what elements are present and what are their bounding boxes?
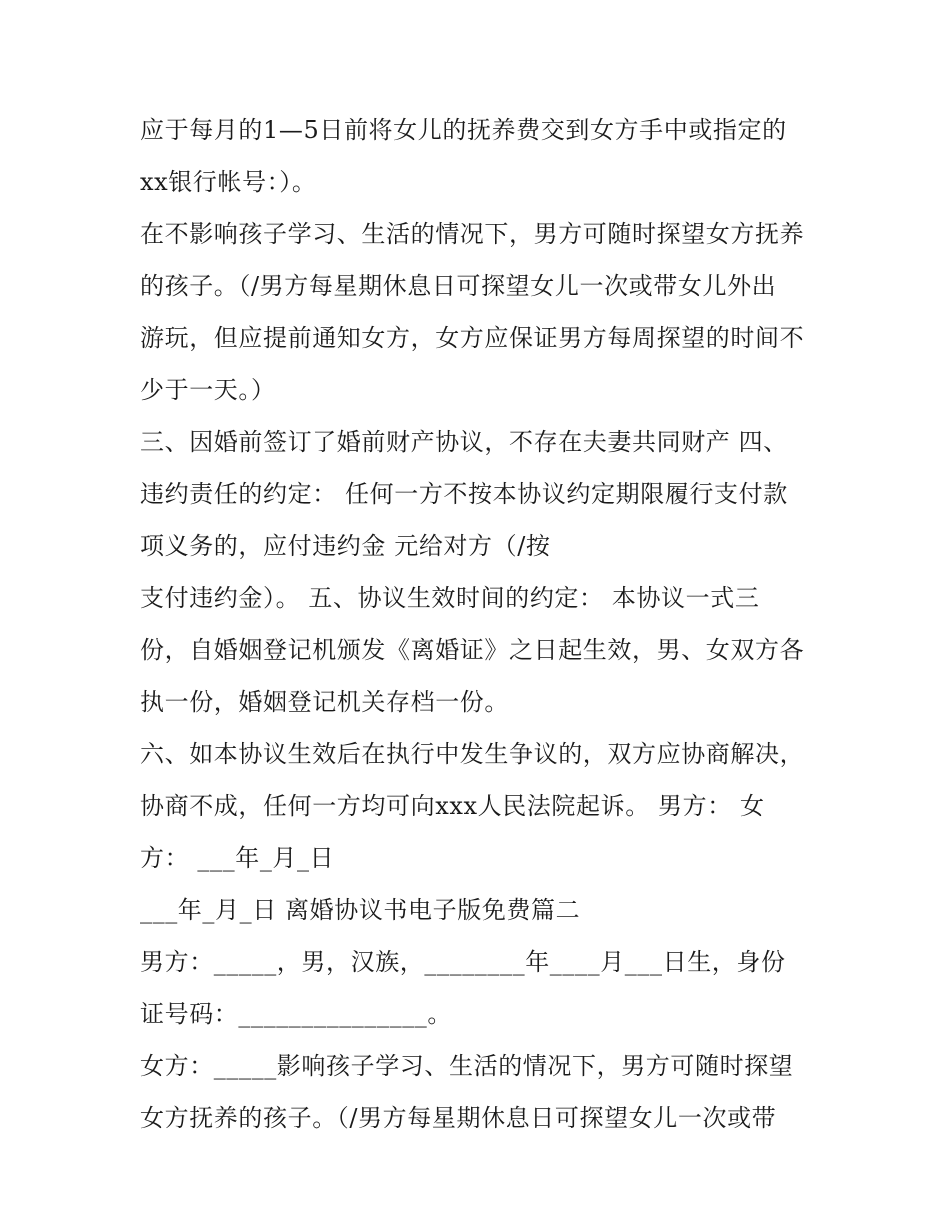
text-line: 男方：_____，男，汉族，________年____月___日生，身份 (140, 948, 786, 976)
text-line: 女方抚养的孩子。（/男方每星期休息日可探望女儿一次或带 (140, 1104, 777, 1132)
text-line: 项义务的，应付违约金 元给对方（/按 (140, 532, 551, 560)
text-line: 三、因婚前签订了婚前财产协议，不存在夫妻共同财产 四、 (140, 428, 788, 456)
text-line: 游玩，但应提前通知女方，女方应保证男方每周探望的时间不 (140, 324, 805, 352)
text-line: 协商不成，任何一方均可向xxx人民法院起诉。 男方： 女 (140, 792, 765, 820)
text-line: xx银行帐号：）。 (140, 168, 317, 196)
text-line: 女方：_____影响孩子学习、生活的情况下，男方可随时探望 (140, 1052, 794, 1080)
text-line: 在不影响孩子学习、生活的情况下，男方可随时探望女方抚养 (140, 220, 805, 248)
text-line: 六、如本协议生效后在执行中发生争议的，双方应协商解决， (140, 740, 805, 768)
text-line: 支付违约金）。 五、协议生效时间的约定： 本协议一式三 (140, 584, 760, 612)
document-body (140, 110, 840, 1150)
text-line: 少于一天。） (140, 376, 276, 404)
text-line: ___年_月_日 离婚协议书电子版免费篇二 (140, 896, 581, 924)
text-line: 的孩子。（/男方每星期休息日可探望女儿一次或带女儿外出 (140, 272, 777, 300)
text-line: 方： ___年_月_日 (140, 844, 335, 872)
text-line: 执一份，婚姻登记机关存档一份。 (140, 688, 509, 716)
text-line: 应于每月的1—5日前将女儿的抚养费交到女方手中或指定的 (140, 116, 787, 144)
text-line: 份，自婚姻登记机颁发《离婚证》之日起生效，男、女双方各 (140, 636, 805, 664)
text-line: 证号码：_______________。 (140, 1000, 452, 1028)
text-line: 违约责任的约定： 任何一方不按本协议约定期限履行支付款 (140, 480, 788, 508)
